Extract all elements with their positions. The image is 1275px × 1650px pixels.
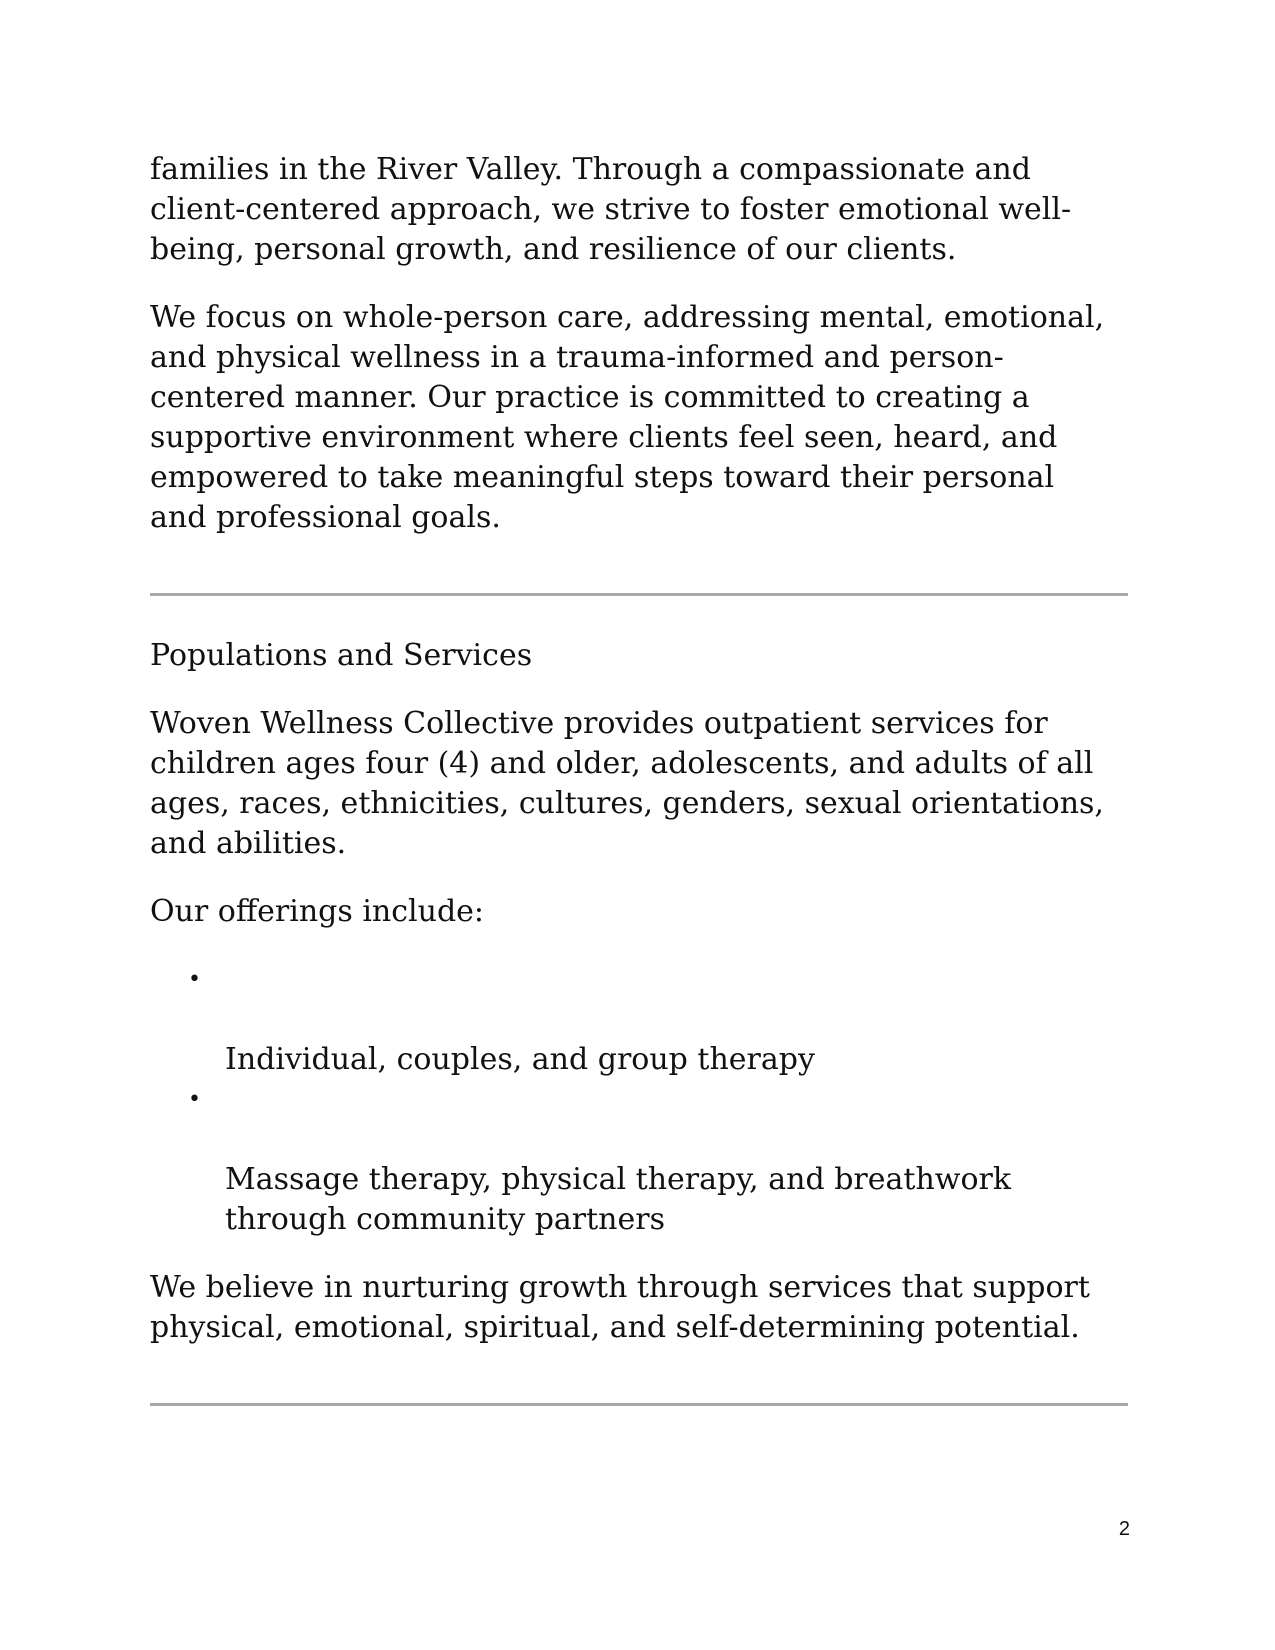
- list-item-text: Massage therapy, physical therapy, and breathwork through community partners: [225, 1162, 1012, 1237]
- intro-paragraph-continuation: families in the River Valley. Through a compassionate and client-centered approach, we strive to foster emotional well- being, personal growth, and resilience of our clients.: [150, 152, 1072, 267]
- bullet-icon: •: [188, 1087, 201, 1112]
- offerings-list: [150, 960, 1130, 1240]
- list-item: [150, 960, 1130, 1080]
- section-heading-populations-services: Populations and Services: [150, 638, 533, 673]
- closing-paragraph: We believe in nurturing growth through services that support physical, emotional, spiritual, and self-determining potential.: [150, 1270, 1090, 1345]
- section-divider-bottom: [150, 1403, 1128, 1406]
- offerings-intro: Our offerings include:: [150, 894, 485, 929]
- page-number: 2: [1118, 1518, 1130, 1540]
- list-item-text: Individual, couples, and group therapy: [225, 1042, 815, 1077]
- list-item: [150, 1080, 1130, 1240]
- bullet-icon: •: [188, 967, 201, 992]
- services-description-paragraph: Woven Wellness Collective provides outpatient services for children ages four (4) and older, adolescents, and adults of all ages, races, ethnicities, cultures, genders, sexual orientations, and abilities.: [150, 706, 1104, 861]
- whole-person-care-paragraph: We focus on whole-person care, addressing mental, emotional, and physical wellness in a trauma-informed and person- centered manner. Our practice is committed to creating a supportive environment where clients feel seen, heard, and empowered to take meaningful steps toward their personal and professional goals.: [150, 300, 1105, 535]
- page-content: [150, 150, 1130, 1446]
- section-divider-top: [150, 593, 1128, 596]
